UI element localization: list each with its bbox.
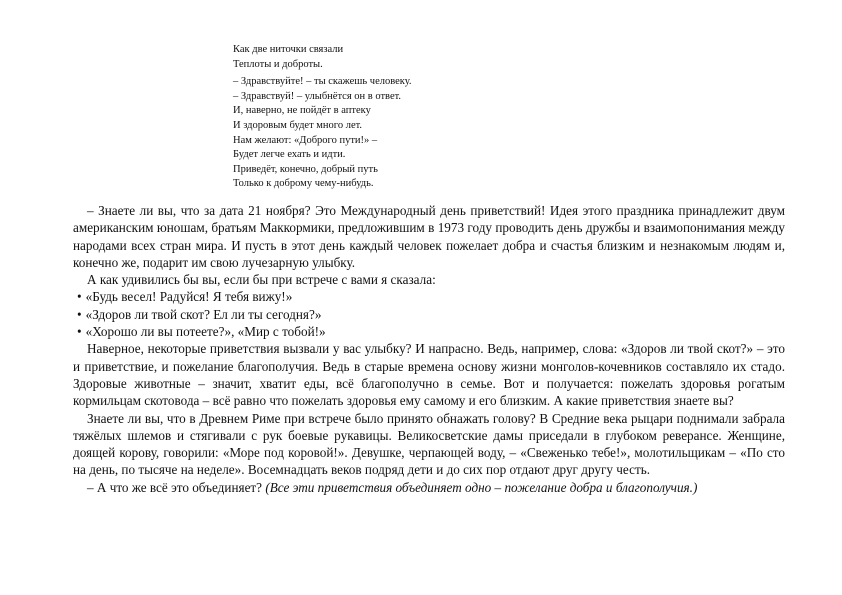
conclusion-question: – А что же всё это объединяет? bbox=[87, 479, 263, 495]
poem-line: Нам желают: «Доброго пути!» – bbox=[233, 134, 378, 146]
bullet-item bbox=[73, 306, 785, 323]
bullet-text: «Здоров ли твой скот? Ел ли ты сегодня?» bbox=[85, 306, 322, 322]
poem-line: Только к доброму чему-нибудь. bbox=[233, 178, 374, 190]
paragraph-question: А как удивились бы вы, если бы при встрече с вами я сказала: bbox=[87, 272, 436, 288]
poem-line: – Здравствуй! – улыбнётся он в ответ. bbox=[233, 90, 402, 102]
poem-line: Будет легче ехать и идти. bbox=[233, 149, 346, 161]
poem-block bbox=[233, 43, 533, 192]
bullet-marker: • bbox=[77, 289, 82, 305]
bullet-marker: • bbox=[77, 306, 82, 322]
paragraph-history: Знаете ли вы, что в Древнем Риме при встрече было принято обнажать голову? В Средние века рыцари поднимали забрала тяжёлых шлемов и стягивали с рук боевые рукавицы. Великосветские дамы приседали в глубоком реверансе. Женщине, доящей корову, говорили: «Море под коровой!». Девушке, черпающей воду, – «Свеженько тебе!», молотильщикам – «По сто на день, по тысяче на неделе». Восемнадцать веков подряд дети и до сих пор отдают друг другу честь. bbox=[73, 410, 785, 478]
bullet-text: «Будь весел! Радуйся! Я тебя вижу!» bbox=[85, 289, 293, 305]
paragraph-explanation: Наверное, некоторые приветствия вызвали у вас улыбку? И напрасно. Ведь, например, слова: «Здоров ли твой скот?» – это и приветствие, и пожелание благополучия. Ведь в старые времена основу жизни монголов-кочевников составляло их стадо. Здоровые животные – значит, хватит еды, всё благополучно в семье. Вот и получается: пожелать здоровья рогатым кормильцам скотовода – всё равно что пожелать здоровья ему самому и его близким. А какие приветствия знаете вы? bbox=[73, 341, 785, 409]
bullet-marker: • bbox=[77, 324, 82, 340]
body-text bbox=[73, 202, 785, 496]
poem-line: – Здравствуйте! – ты скажешь человеку. bbox=[233, 76, 412, 88]
paragraph-conclusion bbox=[73, 479, 785, 496]
poem-line: И, наверно, не пойдёт в аптеку bbox=[233, 105, 371, 117]
poem-line: И здоровым будет много лет. bbox=[233, 119, 363, 131]
bullet-item bbox=[73, 323, 785, 340]
bullet-text: «Хорошо ли вы потеете?», «Мир с тобой!» bbox=[85, 324, 326, 340]
poem-line: Как две ниточки связали bbox=[233, 44, 344, 55]
poem-line: Теплоты и доброты. bbox=[233, 58, 323, 70]
conclusion-answer: (Все эти приветствия объединяет одно – пожелание добра и благополучия.) bbox=[265, 479, 698, 495]
bullet-item bbox=[73, 288, 785, 305]
poem-line: Приведёт, конечно, добрый путь bbox=[233, 163, 378, 175]
paragraph-intro: – Знаете ли вы, что за дата 21 ноября? Это Международный день приветствий! Идея этого праздника принадлежит двум американским юношам, братьям Маккормики, предложившим в 1973 году проводить день дружбы и взаимопонимания между народами всех стран мира. И пусть в этот день каждый человек пожелает добра и счастья близким и незнакомым людям и, конечно же, подарит им свою лучезарную улыбку. bbox=[73, 203, 785, 270]
